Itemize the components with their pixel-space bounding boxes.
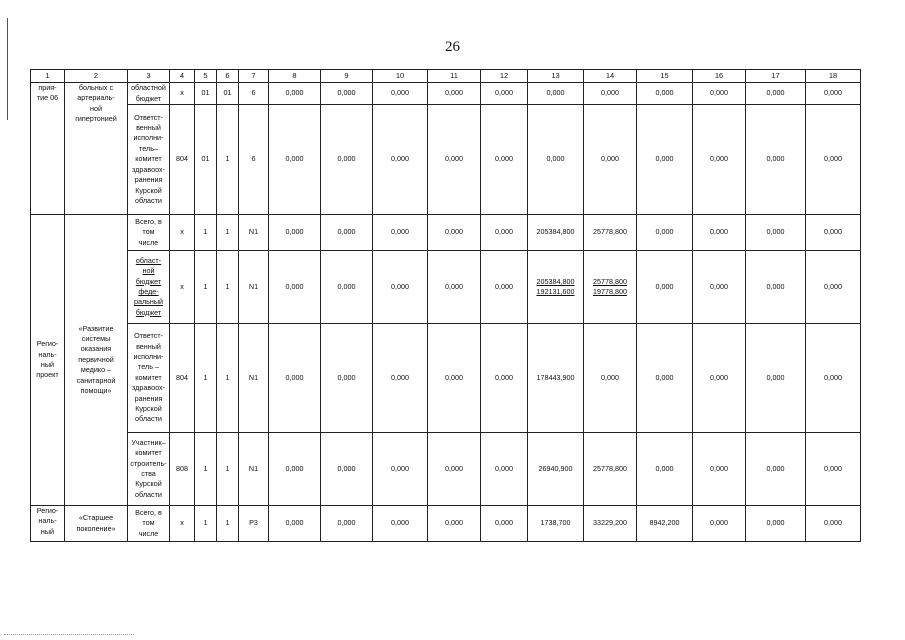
responsible-cell: Ответст- венный исполни- тель – комитет здравоох- ранения Курской области	[128, 324, 170, 433]
table-row	[31, 433, 861, 506]
table-cell: 0,000	[269, 324, 321, 433]
table-cell: 804	[170, 105, 195, 215]
responsible-cell: Ответст- венный исполни- тель– комитет здравоох- ранения Курской области	[128, 105, 170, 215]
column-header: 5	[195, 70, 217, 83]
header-row	[31, 70, 861, 83]
table-cell: 0,000	[806, 105, 861, 215]
table-cell: 0,000	[584, 105, 637, 215]
table-cell: x	[170, 506, 195, 542]
table-cell: 0,000	[637, 324, 693, 433]
table-row	[31, 83, 861, 105]
table-cell: 0,000	[746, 83, 806, 105]
table-cell: 0,000	[746, 324, 806, 433]
left-margin-rule	[7, 18, 8, 120]
table-cell: 0,000	[806, 433, 861, 506]
table-cell: 0,000	[269, 506, 321, 542]
scan-artifact	[4, 634, 134, 636]
table-cell: 0,000	[637, 83, 693, 105]
table-cell: 0,000	[321, 251, 373, 324]
program-name-cell: «Развитие системы оказания первичной медико – санитарной помощи»	[65, 215, 128, 506]
table-cell: 0,000	[269, 105, 321, 215]
table-cell: 0,000	[693, 105, 746, 215]
table-cell: 0,000	[693, 215, 746, 251]
table-cell: 1	[195, 506, 217, 542]
column-header: 16	[693, 70, 746, 83]
table-cell: 1	[195, 433, 217, 506]
table-cell: 0,000	[637, 215, 693, 251]
table-cell: 6	[239, 83, 269, 105]
table-cell: 1	[217, 324, 239, 433]
column-header: 2	[65, 70, 128, 83]
column-header: 15	[637, 70, 693, 83]
table-cell: 0,000	[746, 215, 806, 251]
table-row	[31, 324, 861, 433]
column-header: 12	[481, 70, 528, 83]
table-cell: N1	[239, 433, 269, 506]
table-cell: 0,000	[481, 251, 528, 324]
table-cell: x	[170, 83, 195, 105]
table-cell: 0,000	[269, 433, 321, 506]
table-cell: 0,000	[428, 105, 481, 215]
column-header: 6	[217, 70, 239, 83]
column-header: 17	[746, 70, 806, 83]
table-cell: 25778,800	[584, 433, 637, 506]
responsible-cell: Всего, в том числе	[128, 215, 170, 251]
table-cell: 01	[217, 83, 239, 105]
section-cell: прия- тие 06	[31, 83, 65, 215]
table-cell: 0,000	[806, 251, 861, 324]
table-cell: 205384,800 192131,600	[528, 251, 584, 324]
table-cell: N1	[239, 251, 269, 324]
table-cell: 0,000	[373, 251, 428, 324]
table-cell: 0,000	[481, 506, 528, 542]
table-cell: 808	[170, 433, 195, 506]
table-cell: 0,000	[373, 215, 428, 251]
responsible-cell: Всего, в том числе	[128, 506, 170, 542]
table-cell: 0,000	[321, 433, 373, 506]
table-cell: 0,000	[428, 83, 481, 105]
responsible-cell: областной бюджет	[128, 83, 170, 105]
column-header: 7	[239, 70, 269, 83]
table-cell: 0,000	[428, 506, 481, 542]
table-cell: 0,000	[637, 433, 693, 506]
table-row	[31, 251, 861, 324]
table-cell: 0,000	[693, 433, 746, 506]
table-cell: 0,000	[637, 251, 693, 324]
column-header: 11	[428, 70, 481, 83]
table-cell: 0,000	[428, 215, 481, 251]
table-cell: 0,000	[321, 83, 373, 105]
table-cell: 0,000	[428, 251, 481, 324]
program-name-cell: больных с артериаль- ной гипертонией	[65, 83, 128, 215]
table-cell: 1	[195, 324, 217, 433]
table-cell: 1738,700	[528, 506, 584, 542]
table-cell: 33229,200	[584, 506, 637, 542]
table-cell: N1	[239, 324, 269, 433]
table-cell: N1	[239, 215, 269, 251]
table-cell: x	[170, 215, 195, 251]
table-cell: 1	[195, 251, 217, 324]
section-cell: Регио- наль- ный проект	[31, 215, 65, 506]
column-header: 8	[269, 70, 321, 83]
table-cell: 0,000	[481, 433, 528, 506]
table-row	[31, 506, 861, 542]
column-header: 4	[170, 70, 195, 83]
table-cell: 0,000	[528, 105, 584, 215]
section-cell: Регио- наль- ный	[31, 506, 65, 542]
table-cell: 8942,200	[637, 506, 693, 542]
column-header: 14	[584, 70, 637, 83]
table-cell: 01	[195, 83, 217, 105]
column-header: 1	[31, 70, 65, 83]
responsible-cell: Участник– комитет строитель- ства Курской области	[128, 433, 170, 506]
table-cell: 0,000	[584, 324, 637, 433]
table-row	[31, 215, 861, 251]
table-cell: 0,000	[269, 215, 321, 251]
table-cell: 1	[217, 433, 239, 506]
column-header: 3	[128, 70, 170, 83]
table-cell: 0,000	[528, 83, 584, 105]
table-cell: 6	[239, 105, 269, 215]
column-header: 18	[806, 70, 861, 83]
table-cell: 0,000	[321, 215, 373, 251]
table-cell: 1	[195, 215, 217, 251]
table-cell: 1	[217, 105, 239, 215]
table-cell: 0,000	[321, 506, 373, 542]
table-cell: 0,000	[428, 324, 481, 433]
table-cell: 0,000	[373, 433, 428, 506]
table-cell: 0,000	[373, 324, 428, 433]
table-row	[31, 105, 861, 215]
table-cell: 0,000	[269, 83, 321, 105]
table-cell: 1	[217, 251, 239, 324]
table-cell: 0,000	[746, 506, 806, 542]
table-cell: 0,000	[373, 105, 428, 215]
table-cell: 0,000	[746, 105, 806, 215]
table-cell: 25778,800	[584, 215, 637, 251]
table-cell: 0,000	[637, 105, 693, 215]
table-cell: 0,000	[693, 324, 746, 433]
table-cell: 0,000	[481, 215, 528, 251]
table-cell: 0,000	[481, 324, 528, 433]
table-cell: 0,000	[693, 506, 746, 542]
budget-table	[30, 69, 861, 542]
table-cell: 0,000	[746, 251, 806, 324]
table-cell: P3	[239, 506, 269, 542]
table-cell: 0,000	[373, 83, 428, 105]
table-cell: 1	[217, 215, 239, 251]
program-name-cell: «Старшее поколение»	[65, 506, 128, 542]
table-cell: 26940,900	[528, 433, 584, 506]
table-cell: 1	[217, 506, 239, 542]
column-header: 10	[373, 70, 428, 83]
column-header: 13	[528, 70, 584, 83]
table-cell: 0,000	[321, 324, 373, 433]
table-cell: 804	[170, 324, 195, 433]
table-cell: 0,000	[373, 506, 428, 542]
responsible-cell: област- ной бюджет феде- ральный бюджет	[128, 251, 170, 324]
table-cell: 0,000	[269, 251, 321, 324]
table-cell: 0,000	[481, 105, 528, 215]
table-cell: 0,000	[806, 83, 861, 105]
table-cell: 0,000	[481, 83, 528, 105]
table-cell: 01	[195, 105, 217, 215]
table-cell: 0,000	[428, 433, 481, 506]
column-header: 9	[321, 70, 373, 83]
table-cell: 0,000	[693, 251, 746, 324]
table-cell: 0,000	[584, 83, 637, 105]
table-cell: 205384,800	[528, 215, 584, 251]
page-number: 26	[445, 39, 460, 55]
table-cell: 0,000	[806, 215, 861, 251]
table-cell: 0,000	[693, 83, 746, 105]
table-cell: x	[170, 251, 195, 324]
table-cell: 0,000	[806, 506, 861, 542]
table-cell: 178443,900	[528, 324, 584, 433]
table-cell: 25778,800 19778,800	[584, 251, 637, 324]
table-cell: 0,000	[806, 324, 861, 433]
table-cell: 0,000	[321, 105, 373, 215]
table-cell: 0,000	[746, 433, 806, 506]
